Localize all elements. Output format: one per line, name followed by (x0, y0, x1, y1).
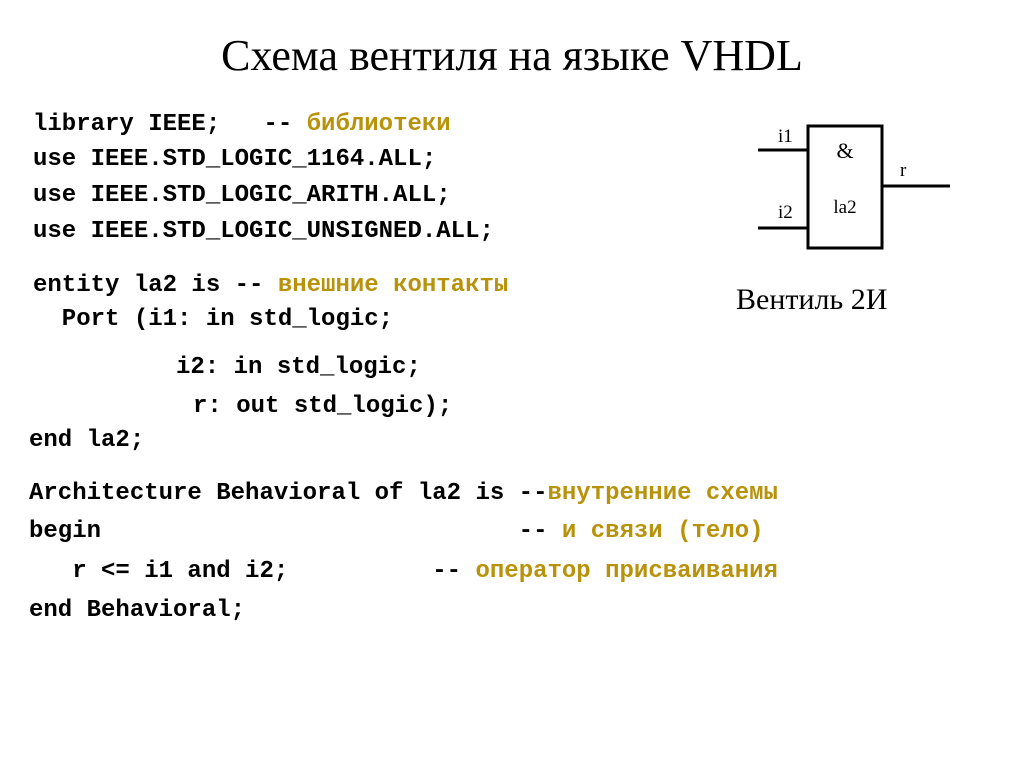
gate-symbol: & (836, 138, 854, 163)
code-line: begin -- и связи (тело) (29, 518, 764, 545)
code-line: r: out std_logic); (193, 393, 453, 420)
code-line: end la2; (29, 427, 145, 454)
code-line: end Behavioral; (29, 597, 246, 624)
input-i1-label: i1 (778, 126, 793, 147)
code-line: entity la2 is -- внешние контакты (33, 272, 509, 299)
code-line: use IEEE.STD_LOGIC_ARITH.ALL; (33, 182, 451, 209)
slide-title: Схема вентиля на языке VHDL (221, 31, 803, 80)
output-r-label: r (900, 160, 907, 181)
gate-caption: Вентиль 2И (736, 283, 888, 316)
code-line: Port (i1: in std_logic; (33, 306, 394, 333)
input-i2-label: i2 (778, 202, 793, 223)
code-line: r <= i1 and i2; -- оператор присваивания (29, 558, 778, 585)
code-line: Architecture Behavioral of la2 is --внутренние схемы (29, 480, 778, 507)
code-line: use IEEE.STD_LOGIC_1164.ALL; (33, 146, 437, 173)
code-line: use IEEE.STD_LOGIC_UNSIGNED.ALL; (33, 218, 494, 245)
and-gate-diagram (752, 110, 962, 270)
code-line: i2: in std_logic; (176, 354, 421, 381)
code-line: library IEEE; -- библиотеки (33, 111, 451, 138)
gate-name: la2 (833, 197, 857, 218)
